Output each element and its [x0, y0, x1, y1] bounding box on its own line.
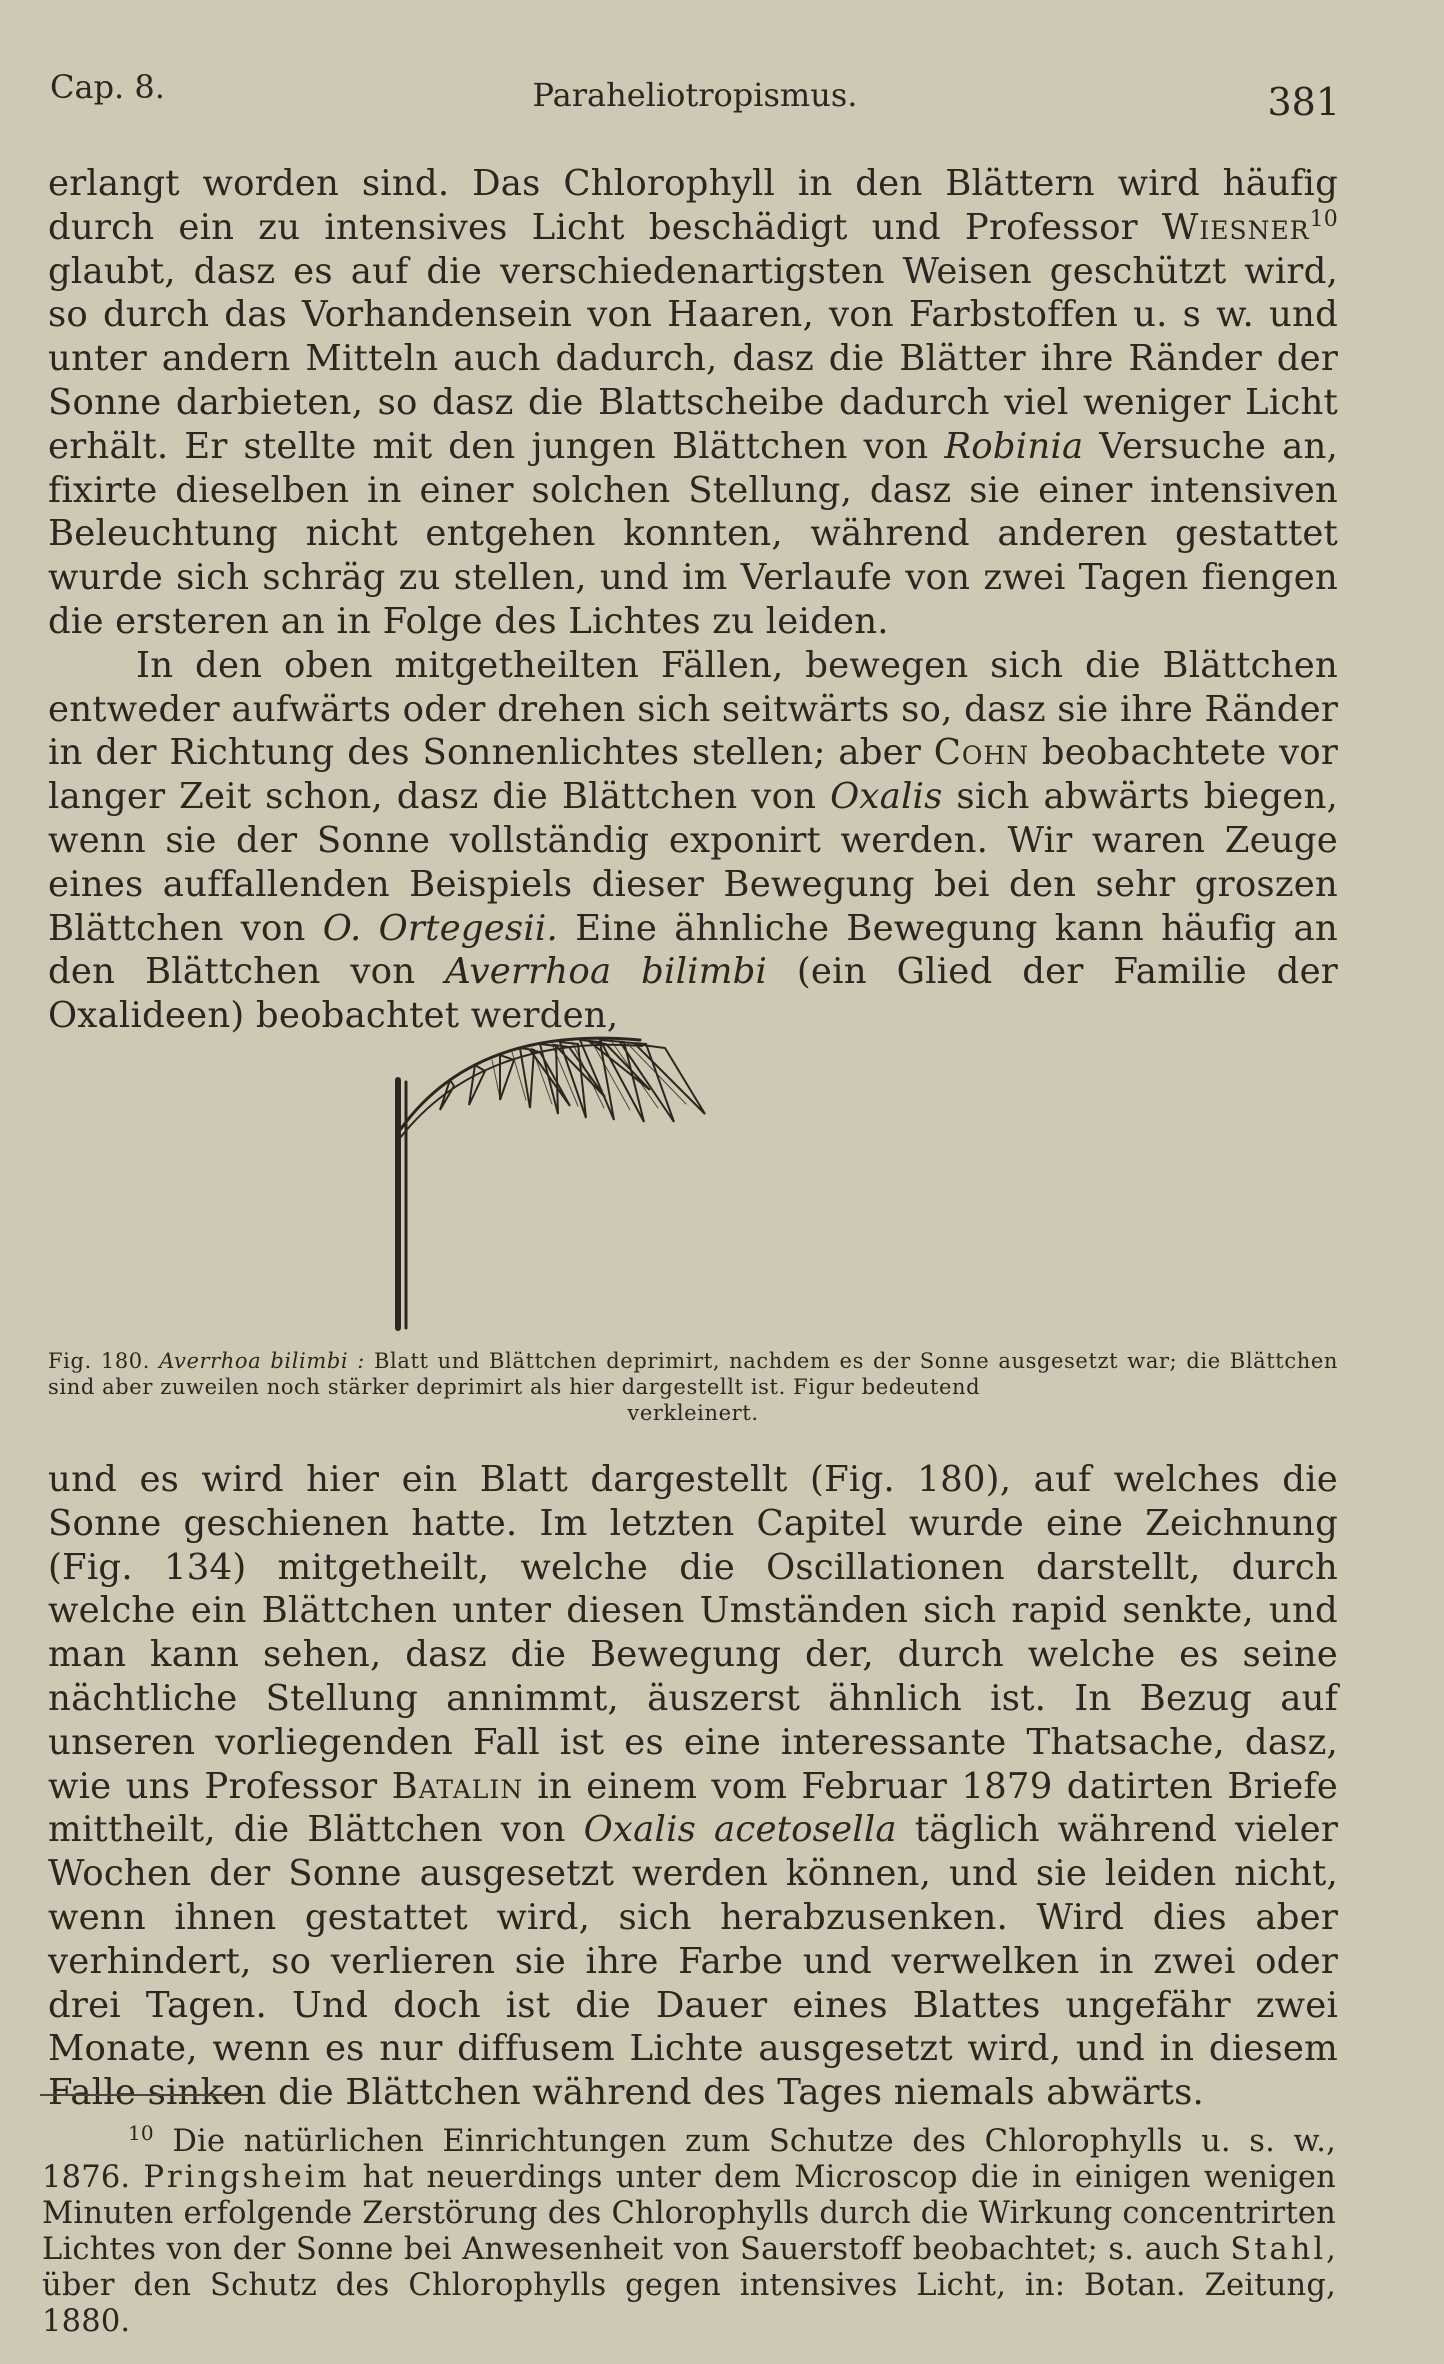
text-block-top	[48, 162, 1338, 1038]
text-run: täglich während vieler Wochen der Sonne ausgesetzt werden können, und sie leiden nicht, wenn ihnen gestattet wird, sich herabzusenken. Wird dies aber verhindert, so verlieren sie ihre Farbe und verwelken in zwei oder drei Tagen. Und doch ist die Dauer eines Blattes ungefähr zwei Monate, wenn es nur diffusem Lichte ausgesetzt wird, und in diesem Falle sinken die Blättchen während des Tages niemals abwärts.	[48, 1809, 1338, 2114]
figure-species: Averrhoa bilimbi :	[159, 1349, 365, 1373]
genus-oxalis: Oxalis	[830, 776, 943, 818]
genus-robinia: Robinia	[944, 425, 1084, 467]
paragraph-3	[48, 1458, 1338, 2115]
text-run: hat neuerdings unter dem Microscop die in einigen wenigen Minuten erfolgende Zerstörung des Chlorophylls durch die Wirkung concentrirten Lichtes von der Sonne bei Anwesenheit von Sauerstoff beobachtet; s. auch	[42, 2160, 1336, 2267]
footnote	[42, 2120, 1336, 2340]
text-run: , über den Schutz des Chlorophylls gegen intensives Licht, in: Botan. Zeitung, 1880.	[42, 2232, 1336, 2339]
footnote-paragraph	[42, 2120, 1336, 2340]
paragraph-1	[48, 162, 1338, 644]
text-run: Die natürlichen Einrichtungen zum Schutze des Chlorophylls u. s. w., 1876.	[42, 2124, 1336, 2195]
text-run: Eine ähnliche Bewegung kann häufig an den Blättchen von	[48, 907, 1338, 993]
text-run: und es wird hier ein Blatt dargestellt (Fig. 180), auf welches die Sonne geschienen hatte. Im letzten Capitel wurde eine Zeichnung (Fig. 134) mitgetheilt, welche die Oscillationen darstellt, durch welche ein Blättchen unter diesen Umständen sich rapid senkte, und man kann sehen, dasz die Bewegung der, durch welche es seine nächtliche Stellung annimmt, äuszerst ähnlich ist. In Bezug auf unseren vorliegenden Fall ist es eine interessante Thatsache, dasz, wie uns Professor	[48, 1459, 1338, 1807]
running-title: Paraheliotropismus.	[532, 76, 858, 114]
text-block-bottom	[48, 1458, 1338, 2115]
caption-text: Blatt und Blättchen deprimirt, nachdem es der Sonne ausgesetzt war; die Blättchen sind aber zuweilen noch stärker deprimirt als hier dargestellt ist. Figur bedeutend	[48, 1349, 1338, 1399]
page-number: 381	[1267, 80, 1340, 124]
footnote-separator	[40, 2094, 248, 2096]
running-header	[50, 68, 1340, 128]
footnote-mark: 10	[128, 2120, 154, 2145]
text-run: (ein Glied der Familie der Oxalideen) beobachtet werden,	[48, 951, 1338, 1037]
text-run: erlangt worden sind. Das Chlorophyll in den Blättern wird häufig durch ein zu intensives Licht beschädigt und Professor	[48, 163, 1338, 248]
text-run: glaubt, dasz es auf die verschiedenartigsten Weisen geschützt wird, so durch das Vorhandensein von Haaren, von Farbstoffen u. s w. und unter andern Mitteln auch dadurch, dasz die Blätter ihre Ränder der Sonne darbieten, so dasz die Blattscheibe dadurch viel weniger Licht erhält. Er stellte mit den jungen Blättchen von	[48, 250, 1338, 467]
footnote-reference: 10	[1309, 206, 1338, 232]
text-run: sich abwärts biegen, wenn sie der Sonne vollständig exponirt werden. Wir waren Zeuge eines auffallenden Beispiels dieser Bewegung bei den sehr groszen Blättchen von	[48, 776, 1339, 949]
figure-caption	[48, 1348, 1338, 1426]
species-averrhoa: Averrhoa bilimbi	[445, 951, 768, 993]
paragraph-2	[48, 644, 1338, 1038]
chapter-label: Cap. 8.	[50, 68, 165, 106]
author-name-cohn: Cohn	[933, 732, 1030, 774]
author-name-batalin: Batalin	[391, 1765, 524, 1807]
author-name-stahl: Stahl	[1230, 2232, 1327, 2267]
species-ortegesii: O. Ortegesii.	[322, 907, 558, 949]
text-run: Versuche an, fixirte dieselben in einer solchen Stellung, dasz sie einer intensiven Beleuchtung nicht entgehen konnten, während anderen gestattet wurde sich schräg zu stellen, und im Verlaufe von zwei Tagen fiengen die ersteren an in Folge des Lichtes zu leiden.	[48, 425, 1338, 642]
leaflets	[440, 1040, 705, 1122]
figure-label: Fig. 180.	[48, 1349, 151, 1373]
figure-180-leaf-illustration	[380, 1020, 980, 1340]
text-run: beobachtete vor langer Zeit schon, dasz die Blättchen von	[48, 732, 1338, 818]
author-name-pringsheim: Pringsheim	[143, 2160, 350, 2195]
species-acetosella: Oxalis acetosella	[583, 1809, 897, 1851]
text-run: in einem vom Februar 1879 datirten Briefe mittheilt, die Blättchen von	[48, 1765, 1338, 1851]
text-run: In den oben mitgetheilten Fällen, bewegen sich die Blättchen entweder aufwärts oder drehen sich seitwärts so, dasz sie ihre Ränder in der Richtung des Sonnenlichtes stellen; aber	[48, 644, 1338, 774]
author-name-wiesner: Wiesner	[1161, 206, 1310, 248]
caption-end: verkleinert.	[627, 1401, 759, 1425]
